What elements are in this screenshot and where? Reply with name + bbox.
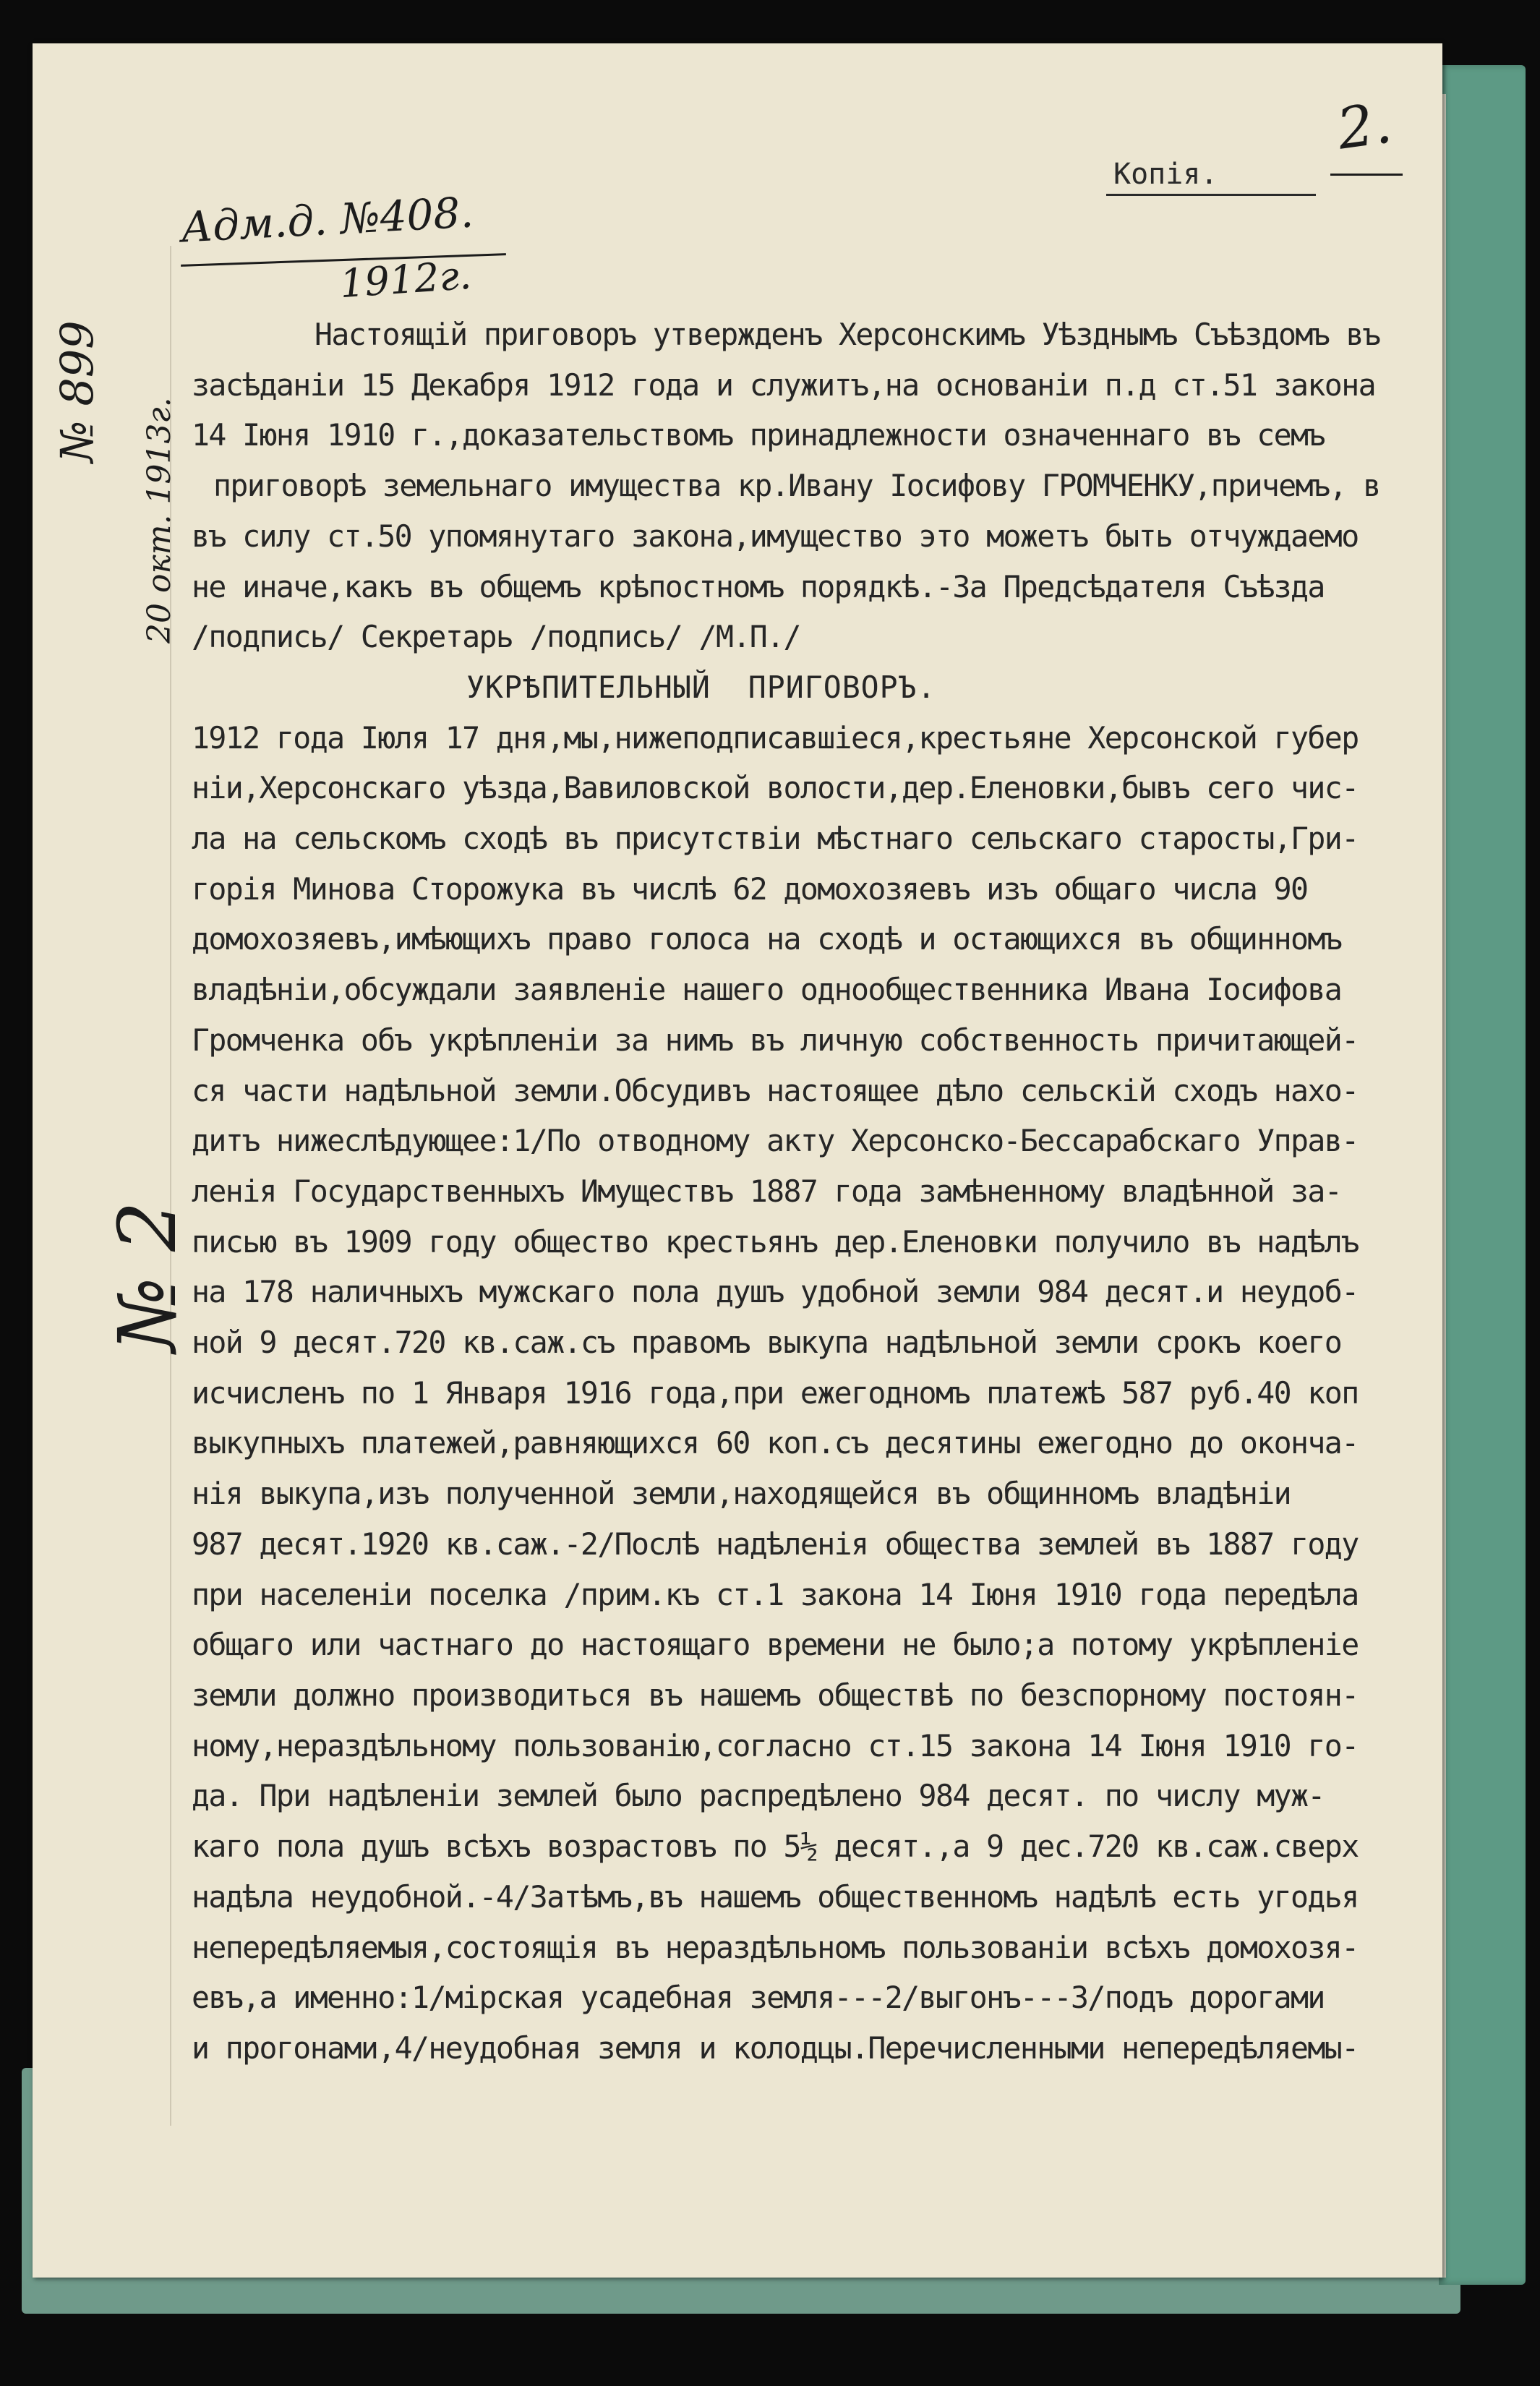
body-line: нія выкупа,изъ полученной земли,находящейся въ общинномъ владѣніи xyxy=(192,1476,1291,1512)
body-line: на 178 наличныхъ мужскаго пола душъ удобной земли 984 десят.и неудоб- xyxy=(192,1274,1359,1310)
body-line: не иначе,какъ въ общемъ крѣпостномъ порядкѣ.-За Предсѣдателя Съѣзда xyxy=(192,568,1325,604)
body-line: Громченка объ укрѣпленіи за нимъ въ личную собственность причитающей- xyxy=(192,1022,1359,1058)
admin-case-note: Адм.д. №408. xyxy=(179,187,475,252)
body-line: въ силу ст.50 упомянутаго закона,имущество это можетъ быть отчуждаемо xyxy=(192,518,1359,554)
body-line: земли должно производиться въ нашемъ обществѣ по безспорному постоян- xyxy=(192,1677,1359,1713)
handwritten-year: 1912г. xyxy=(338,252,473,307)
body-line: 987 десят.1920 кв.саж.-2/Послѣ надѣленія общества землей въ 1887 году xyxy=(192,1526,1359,1562)
copy-underline xyxy=(1106,194,1316,196)
body-line: ленія Государственныхъ Имуществъ 1887 года замѣненному владѣнной за- xyxy=(192,1173,1342,1209)
body-line: дитъ нижеслѣдующее:1/По отводному акту Херсонско-Бессарабскаго Управ- xyxy=(192,1123,1359,1159)
body-line: домохозяевъ,имѣющихъ право голоса на сходѣ и остающихся въ общинномъ xyxy=(192,921,1342,957)
body-line: каго пола душъ всѣхъ возрастовъ по 5½ десят.,а 9 дес.720 кв.саж.сверх xyxy=(192,1829,1359,1865)
body-line: горія Минова Сторожука въ числѣ 62 домохозяевъ изъ общаго числа 90 xyxy=(192,871,1308,907)
body-line: приговорѣ земельнаго имущества кр.Ивану Іосифову ГРОМЧЕНКУ,причемъ, в xyxy=(213,468,1380,504)
body-line: ной 9 десят.720 кв.саж.съ правомъ выкупа надѣльной земли срокъ коего xyxy=(192,1325,1342,1361)
body-line: и прогонами,4/неудобная земля и колодцы.Перечисленными непередѣляемы- xyxy=(192,2030,1359,2066)
body-line: непередѣляемыя,состоящія въ нераздѣльномъ пользованіи всѣхъ домохозя- xyxy=(192,1929,1359,1965)
body-line: надѣла неудобной.-4/Затѣмъ,въ нашемъ общественномъ надѣлѣ есть угодья xyxy=(192,1878,1359,1915)
copy-label: Копія. xyxy=(1113,158,1218,191)
body-line: при населеніи поселка /прим.къ ст.1 закона 14 Іюня 1910 года передѣла xyxy=(192,1576,1359,1612)
body-line: исчисленъ по 1 Января 1916 года,при ежегодномъ платежѣ 587 руб.40 коп xyxy=(192,1374,1359,1411)
body-line: ся части надѣльной земли.Обсудивъ настоящее дѣло сельскій сходъ нахо- xyxy=(192,1072,1359,1108)
typed-text-block xyxy=(192,309,1421,2074)
body-line: выкупныхъ платежей,равняющихся 60 коп.съ десятины ежегодно до оконча- xyxy=(192,1425,1359,1461)
body-line: писью въ 1909 году общество крестьянъ дер.Еленовки получило въ надѣлъ xyxy=(192,1223,1359,1260)
body-line: ніи,Херсонскаго уѣзда,Вавиловской волости,дер.Еленовки,бывъ сего чис- xyxy=(192,770,1359,806)
margin-folio-mark: № 2 xyxy=(101,1200,194,1352)
margin-register-date: 20 окт. 1913г. xyxy=(141,397,178,643)
body-line: Настоящій приговоръ утвержденъ Херсонскимъ Уѣзднымъ Съѣздомъ въ xyxy=(315,317,1380,352)
page-number-underline xyxy=(1330,174,1403,176)
body-line: 14 Іюня 1910 г.,доказательствомъ принадлежности означеннаго въ семъ xyxy=(192,417,1325,453)
body-line: ному,нераздѣльному пользованію,согласно ст.15 закона 14 Іюня 1910 го- xyxy=(192,1727,1359,1763)
body-line: /подпись/ Секретарь /подпись/ /М.П./ xyxy=(192,619,800,655)
body-line: евъ,а именно:1/мірская усадебная земля---2/выгонъ---3/подъ дорогами xyxy=(192,1980,1325,2016)
body-line: да. При надѣленіи землей было распредѣлено 984 десят. по числу муж- xyxy=(192,1778,1325,1814)
margin-register-number: № 899 xyxy=(51,320,103,463)
folder-cover xyxy=(1439,65,1526,2285)
page-number: 2. xyxy=(1333,90,1396,163)
body-line: ла на сельскомъ сходѣ въ присутствіи мѣстнаго сельскаго старосты,Гри- xyxy=(192,821,1359,857)
body-line: владѣніи,обсуждали заявленіе нашего однообщественника Ивана Іосифова xyxy=(192,972,1342,1008)
body-line: засѣданіи 15 Декабря 1912 года и служитъ,на основаніи п.д ст.51 закона xyxy=(192,367,1375,403)
body-line: общаго или частнаго до настоящаго времени не было;а потому укрѣпленіе xyxy=(192,1627,1359,1663)
body-line: 1912 года Іюля 17 дня,мы,нижеподписавшіеся,крестьяне Херсонской губер xyxy=(192,719,1359,756)
document-heading: УКРѢПИТЕЛЬНЫЙ ПРИГОВОРЪ. xyxy=(466,669,936,705)
